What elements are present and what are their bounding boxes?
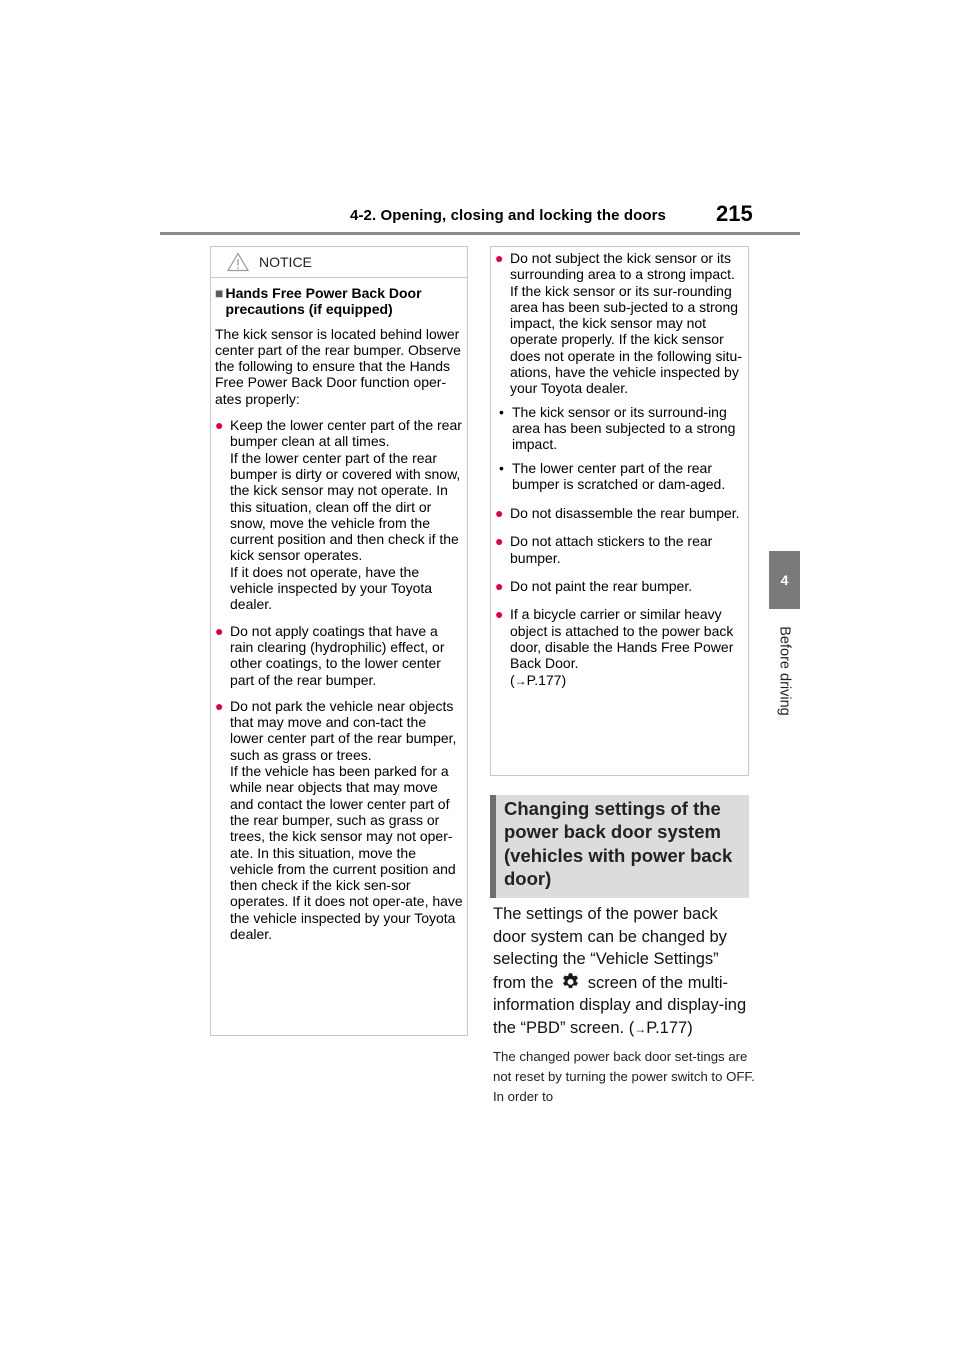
bullet-dot-icon: ●: [495, 505, 504, 522]
header-rule: [160, 232, 800, 235]
list-item: ● Do not disassemble the rear bumper.: [495, 505, 740, 522]
notice-header: [211, 247, 467, 278]
right-arrow-icon: →: [514, 673, 527, 688]
bullet-dot-icon: ●: [495, 250, 504, 266]
heading-accent-bar: [490, 795, 496, 898]
list-item: ● Do not attach stickers to the rear bumper.: [495, 533, 713, 566]
list-item: ● Do not park the vehicle near objects that may move and con-tact the lower center part of the rear bumper, such as grass or trees. If the vehicle has been parked for a while near objects that may move and contact the lower center part of the rear bumper, such as grass or trees, the kick sensor may not oper-ate. In this situation, move the vehicle from the current position and then check if the kick sen-sor operates. If it does not oper-ate, have the vehicle inspected by your Toyota dealer.: [215, 697, 463, 942]
notice-box-left: [210, 246, 468, 1036]
dash-item: • The kick sensor or its surround-ing area has been subjected to a strong impact.: [499, 403, 736, 453]
section-note: The changed power back door set-tings are not reset by turning the power switch to OFF. In order to: [493, 1049, 755, 1104]
notice-intro: The kick sensor is located behind lower center part of the rear bumper. Observe the following to ensure that the Hands Free Power Back Door function oper-ates properly:: [215, 325, 461, 407]
section-heading-text: Changing settings of the power back door system (vehicles with power back door): [504, 798, 733, 889]
square-bullet-icon: ■: [215, 285, 224, 301]
notice-subheading: ■ Hands Free Power Back Door precautions (if equipped): [215, 285, 422, 318]
page-number: 215: [716, 201, 753, 226]
list-item: ● Keep the lower center part of the rear bumper clean at all times. If the lower center part of the rear bumper is dirty or covered with snow, the kick sensor may not operate. In this situation, clean off the dirt or snow, move the vehicle from the current position and then check if the kick sensor operates. If it does not operate, have the vehicle inspected by your Toyota dealer.: [215, 417, 462, 613]
list-item: ● If a bicycle carrier or similar heavy object is attached to the power back door, disable the Hands Free Power Back Door. (→P.177): [495, 606, 744, 688]
bullet-dot-icon: ●: [215, 417, 224, 434]
bullet-dot-icon: ●: [495, 533, 504, 550]
chapter-number: 4: [780, 572, 789, 588]
cross-reference[interactable]: (→P.177): [510, 671, 567, 688]
bullet-dot-icon: ●: [495, 578, 504, 595]
list-item: ● Do not subject the kick sensor or its surrounding area to a strong impact. If the kick sensor or its sur-rounding area has been sub-jected to a strong impact, the kick sensor may not operate properly. If the kick sensor does not operate in the following situ-ations, have the vehicle inspected by your Toyota dealer.: [495, 250, 742, 397]
chapter-label-text: Before driving: [776, 626, 793, 716]
cross-reference[interactable]: P.177): [646, 1018, 693, 1037]
chapter-tab: [769, 551, 800, 609]
section-heading: [490, 795, 749, 898]
chapter-label: [760, 616, 809, 726]
bullet-dot-icon: ●: [215, 697, 224, 714]
notice-label: NOTICE: [259, 254, 312, 270]
section-title: 4-2. Opening, closing and locking the doors: [350, 207, 666, 224]
list-item: ● Do not paint the rear bumper.: [495, 578, 693, 595]
bullet-dot-icon: ●: [495, 606, 504, 623]
section-body: The settings of the power back door system can be changed by selecting the “Vehicle Settings” from the screen of the multi-information display and display-ing the “PBD” screen. (→P.177): [493, 905, 747, 1037]
notice-box-right: [490, 246, 749, 776]
warning-triangle-icon: [227, 252, 249, 272]
gear-icon: [560, 971, 581, 992]
bullet-dot-icon: ●: [215, 622, 224, 639]
list-item: ● Do not apply coatings that have a rain clearing (hydrophilic) effect, or other coatings, to the lower center part of the rear bumper.: [215, 622, 445, 688]
right-arrow-icon: →: [634, 1021, 647, 1036]
dash-item: • The lower center part of the rear bumper is scratched or dam-aged.: [499, 459, 726, 492]
